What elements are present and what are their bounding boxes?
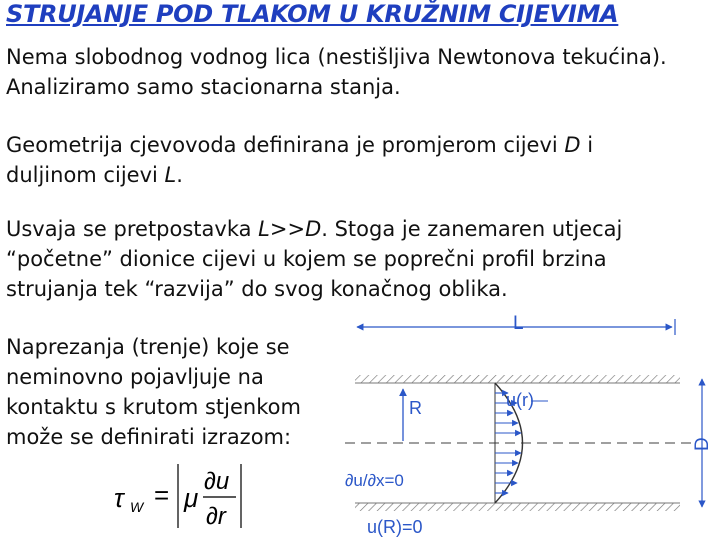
stress-line4: može se definirati izrazom:	[6, 425, 292, 449]
geometry-var-l: L	[164, 163, 177, 187]
formula-tau-subscript: W	[130, 499, 144, 515]
diameter-label: D	[692, 437, 713, 451]
pipe-bottom-wall	[355, 503, 680, 511]
paragraph-fluid	[6, 42, 667, 102]
assumption-line2: “početne” dionice cijevi u kojem se poprečni profil brzina	[6, 247, 607, 271]
geometry-var-d: D	[564, 133, 581, 157]
wall-velocity-label: u(R)=0	[367, 517, 423, 537]
stress-line2: neminovno pojavljuje na	[6, 365, 264, 389]
geometry-line1-text: Geometrija cjevovoda definirana je promjerom cijevi	[6, 133, 565, 157]
radius-label: R	[409, 398, 422, 418]
paragraph-assumption	[6, 214, 622, 304]
assumption-line3: strujanja tek “razvija” do svog konačnog oblika.	[6, 277, 508, 301]
formula-denominator: ∂r	[206, 503, 226, 530]
paragraph-fluid-line1: Nema slobodnog vodnog lica (nestišljiva Newtonova tekućina).	[6, 45, 667, 69]
assumption-var: L>>D	[258, 217, 322, 241]
gradient-label: ∂u/∂x=0	[345, 471, 404, 490]
formula-tau: τ	[114, 483, 124, 513]
assumption-line1-end: . Stoga je zanemaren utjecaj	[321, 217, 623, 241]
stress-line3: kontaktu s krutom stjenkom	[6, 395, 301, 419]
stress-line1: Naprezanja (trenje) koje se	[6, 335, 290, 359]
assumption-line1-text: Usvaja se pretpostavka	[6, 217, 259, 241]
geometry-line2-text: duljinom cijevi	[6, 163, 165, 187]
paragraph-stress	[6, 332, 301, 452]
paragraph-fluid-line2: Analiziramo samo stacionarna stanja.	[6, 75, 401, 99]
pipe-flow-diagram	[345, 305, 720, 540]
velocity-label: u(r)	[506, 390, 534, 410]
shear-stress-formula	[110, 458, 270, 534]
geometry-line2-end: .	[176, 163, 183, 187]
paragraph-geometry	[6, 130, 593, 190]
geometry-line1-end: i	[580, 133, 594, 157]
pipe-top-wall	[355, 375, 680, 383]
slide-title: STRUJANJE POD TLAKOM U KRUŽNIM CIJEVIMA	[6, 0, 619, 28]
formula-equals: =	[154, 480, 170, 510]
formula-numerator: ∂u	[204, 468, 230, 495]
formula-mu: μ	[184, 483, 199, 513]
length-label: L	[513, 313, 524, 334]
